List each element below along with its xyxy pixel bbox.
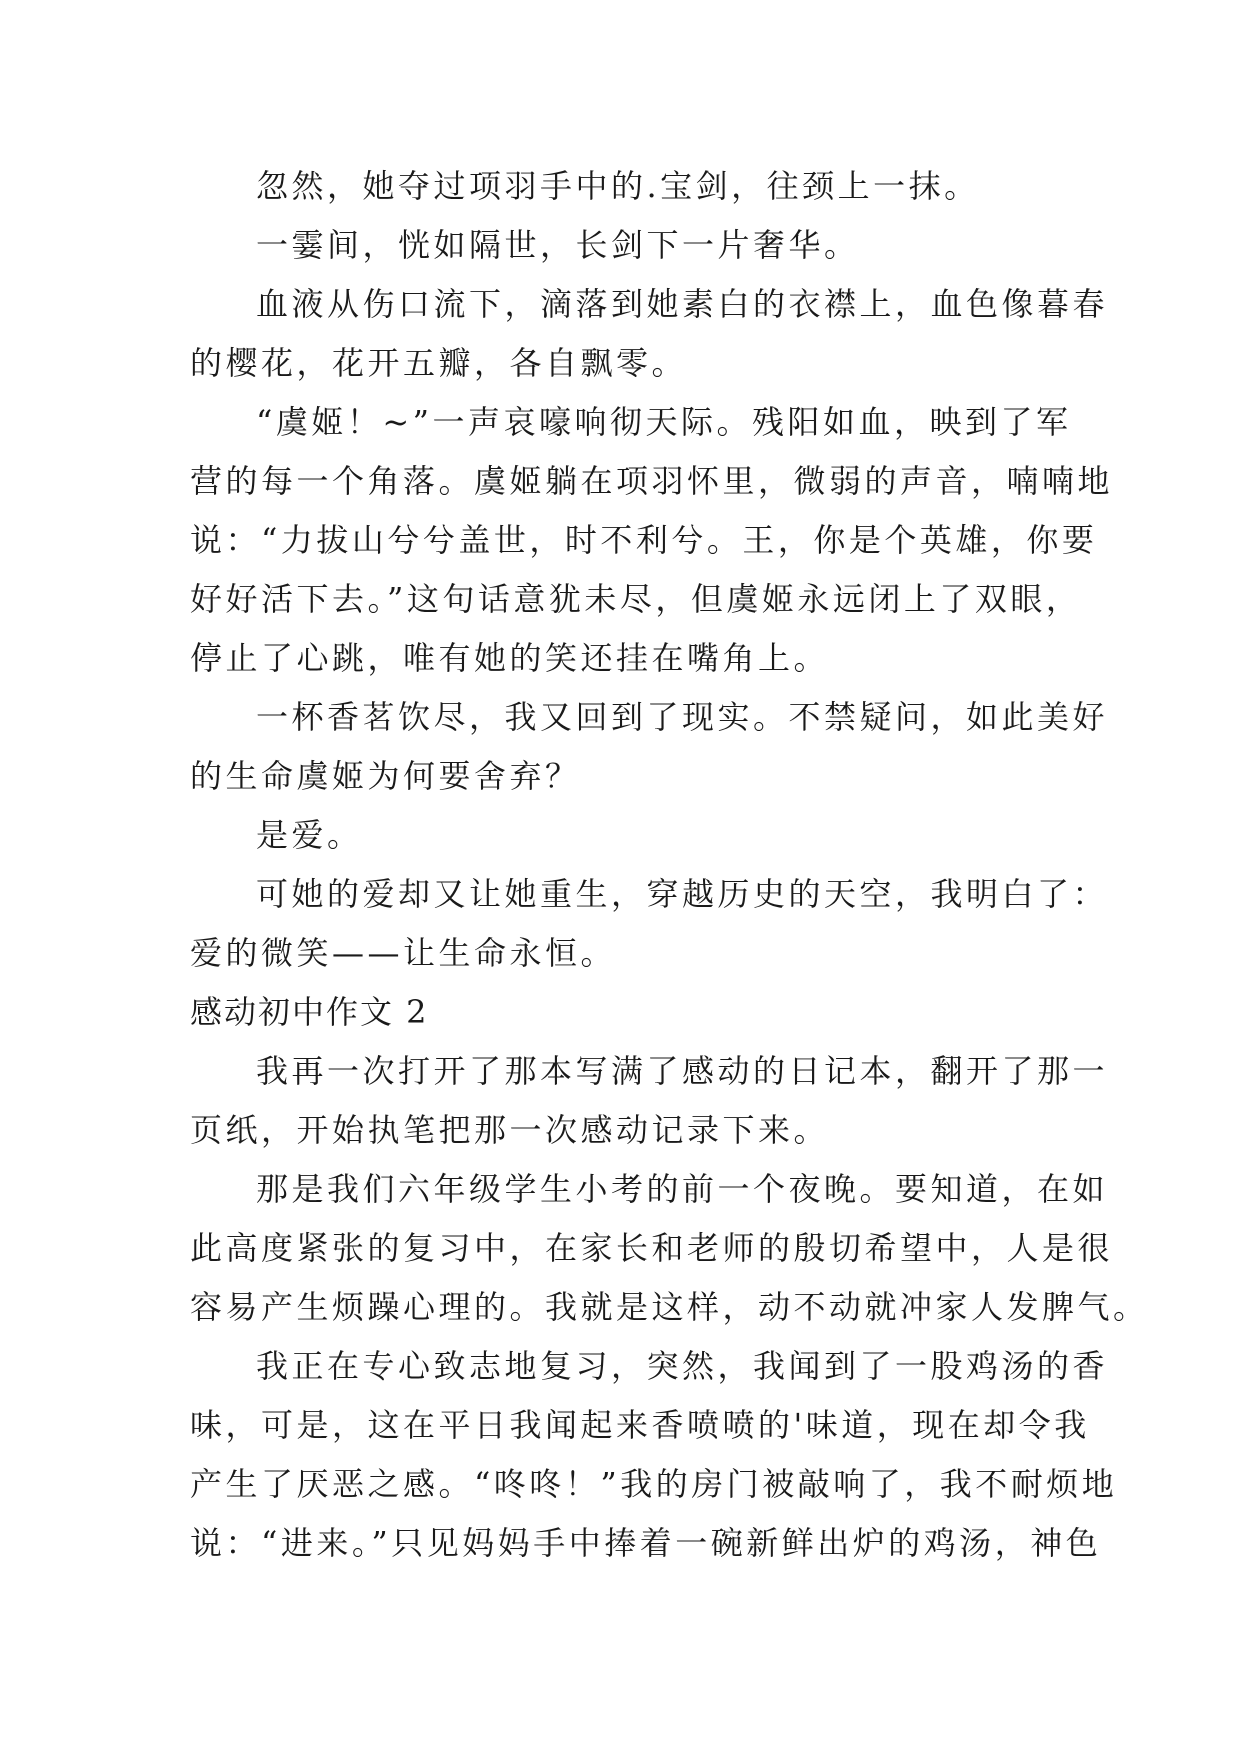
text-line: 此高度紧张的复习中，在家长和老师的殷切希望中，人是很: [190, 1229, 1114, 1267]
text-line: 页纸，开始执笔把那一次感动记录下来。: [190, 1111, 830, 1149]
text-line: “虞姬！~”一声哀嚎响彻天际。残阳如血，映到了军: [256, 403, 1072, 441]
text-line: 味，可是，这在平日我闻起来香喷喷的'味道，现在却令我: [190, 1406, 1090, 1444]
document-body: [190, 157, 1149, 1573]
text-line: 爱的微笑——让生命永恒。: [190, 934, 617, 972]
text-line: 的樱花，花开五瓣，各自飘零。: [190, 344, 688, 382]
text-line: 我正在专心致志地复习，突然，我闻到了一股鸡汤的香: [256, 1347, 1109, 1385]
text-line: 一杯香茗饮尽，我又回到了现实。不禁疑问，如此美好: [256, 698, 1109, 736]
text-line: 我再一次打开了那本写满了感动的日记本，翻开了那一: [256, 1052, 1109, 1090]
text-line: 营的每一个角落。虞姬躺在项羽怀里，微弱的声音，喃喃地: [190, 462, 1114, 500]
text-line: 产生了厌恶之感。“咚咚！”我的房门被敲响了，我不耐烦地: [190, 1465, 1118, 1503]
text-line: 血液从伤口流下，滴落到她素白的衣襟上，血色像暮春: [256, 285, 1109, 323]
text-line: 说：“力拔山兮兮盖世，时不利兮。王，你是个英雄，你要: [190, 521, 1098, 559]
text-line: 可她的爱却又让她重生，穿越历史的天空，我明白了：: [256, 875, 1109, 913]
text-line: 一霎间，恍如隔世，长剑下一片奢华。: [256, 226, 860, 264]
text-line: 是爱。: [256, 816, 363, 854]
text-line: 停止了心跳，唯有她的笑还挂在嘴角上。: [190, 639, 830, 677]
text-line: 的生命虞姬为何要舍弃？: [190, 757, 581, 795]
text-line: 忽然，她夺过项羽手中的.宝剑，往颈上一抹。: [256, 167, 980, 205]
text-line: 那是我们六年级学生小考的前一个夜晚。要知道，在如: [256, 1170, 1109, 1208]
section-title: 感动初中作文 2: [190, 993, 429, 1031]
text-line: 容易产生烦躁心理的。我就是这样，动不动就冲家人发脾气。: [190, 1288, 1149, 1326]
text-line: 好好活下去。”这句话意犹未尽，但虞姬永远闭上了双眼，: [190, 580, 1082, 618]
text-line: 说：“进来。”只见妈妈手中捧着一碗新鲜出炉的鸡汤，神色: [190, 1524, 1102, 1562]
